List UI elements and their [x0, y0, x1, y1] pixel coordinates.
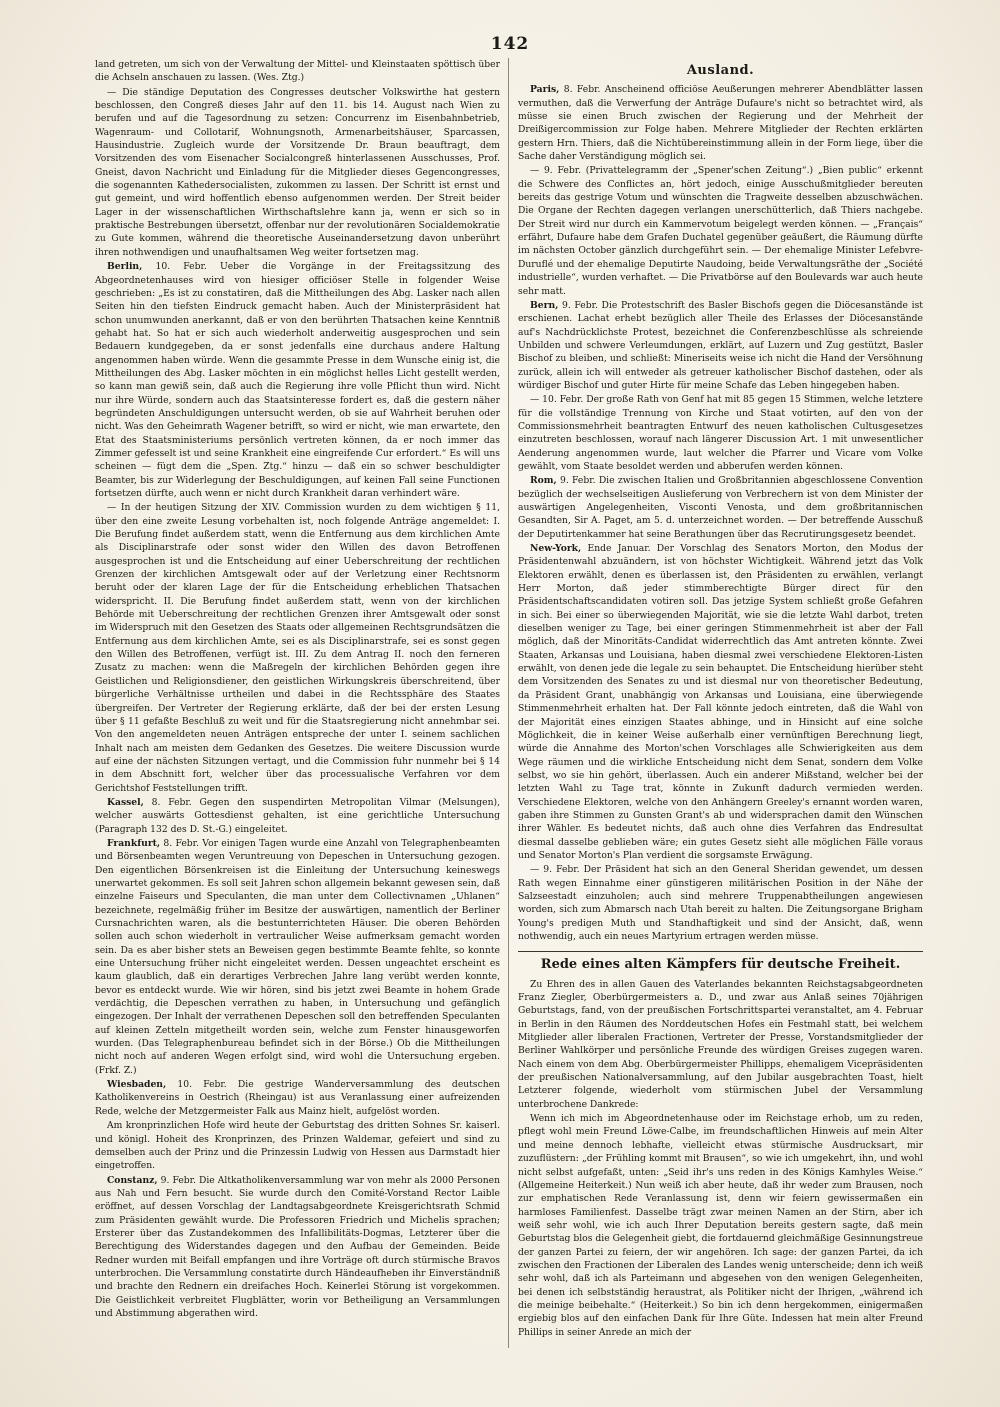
speech-article-block	[518, 978, 923, 1339]
paragraph-text: 9. Febr. Die Protestschrift des Basler Bischofs gegen die Diöcesanstände ist erschienen. Lachat erhebt bezüglich aller Theile des Erlasses der Diöcesanstände auf's Nachdrücklichste Protest, bezeichnet die Conferenzbeschlüsse als schreiende Unbilden und schwere Verleumdungen, erklärt, auf Luzern und Zug gestützt, Basler Bischof zu bleiben, und schließt: Mineriseits weise ich nicht die Hand der Versöhnung zurück, allein ich will entweder als getreuer katholischer Bischof dastehen, oder als würdiger Bischof und guter Hirte für meine Schafe das Leben hingegeben haben.	[518, 299, 923, 391]
paragraph-text: — In der heutigen Sitzung der XIV. Commission wurden zu dem wichtigen § 11, über den eine zweite Lesung vorbehalten ist, noch folgende Anträge angemeldet: I. Die Berufung findet außerdem statt, wenn die Entfernung aus dem kirchlichen Amte als Disciplinarstrafe oder sonst wider den Willen des davon Betroffenen ausgesprochen ist und die Entscheidung auf einer Ueberschreitung der rechtlichen Grenzen der kirchlichen Amtsgewalt oder auf der Verletzung einer Rechtsnorm beruht oder der klaren Lage der für die Entscheidung erheblichen Thatsachen widerspricht. II. Die Berufung findet außerdem statt, wenn von der kirchlichen Behörde mit Ueberschreitung der rechtlichen Grenzen ihrer Amtsgewalt oder sonst im Widerspruch mit den Gesetzen des Staats oder allgemeinen Rechtsgrundsätzen die Entfernung aus dem kirchlichen Amte, sei es als Disciplinarstrafe, sei es sonst gegen den Willen des Betroffenen, verfügt ist. III. Zu dem Antrag II. noch den ferneren Zusatz zu machen: wenn die Maßregeln der kirchlichen Behörden gegen ihre Geistlichen und Religionsdiener, den geistlichen Wirkungskreis überschreitend, über bürgerliche Verhältnisse urtheilen und dabei in die Rechtssphäre des Staates übergreifen. Der Vertreter der Regierung erklärte, daß der bei der ersten Lesung über § 11 gefaßte Beschluß zu weit und für die Staatsregierung nicht annehmbar sei. Von den angemeldeten neuen Anträgen entspreche der unter I. seinem sachlichen Inhalt nach am meisten dem Gedanken des Gesetzes. Die weitere Discussion wurde auf eine der nächsten Sitzungen vertagt, und die Commission fuhr nunmehr bei § 14 in dem Abschnitt fort, welcher über das processualische Verfahren vor dem Gerichtshof Feststellungen trifft.	[95, 502, 500, 794]
dated-news-paragraph	[518, 83, 923, 163]
page-number: 142	[490, 34, 530, 54]
paragraph-text: Ende Januar. Der Vorschlag des Senators Morton, den Modus der Präsidentenwahl abzuändern, ist von höchster Wichtigkeit. Während jetzt das Volk Elektoren erwählt, denen es überlassen ist, den Präsidenten zu erwählen, verlangt Herr Morton, daß jeder stimmberechtigte Bürger direct für den Präsidentschaftscandidaten votiren soll. Das jetzige System schließt große Gefahren in sich. Bei einer so überwiegenden Majorität, wie sie die letzte Wahl darbot, treten dieselben weniger zu Tage, bei einer geringen Stimmenmehrheit ist aber der Fall möglich, daß der Minoritäts-Candidat widerrechtlich das Amt antreten könnte. Zwei Staaten, Arkansas und Louisiana, haben diesmal zwei verschiedene Elektoren-Listen erwählt, von denen jede die legale zu sein behauptet. Die Entscheidung hierüber steht dem Vorsitzenden des Senates zu und ist diesmal nur von theoretischer Bedeutung, da Präsident Grant, unabhängig von Arkansas und Louisiana, eine überwiegende Stimmenmehrheit erhalten hat. Der Fall könnte jedoch eintreten, daß die Wahl von der Majorität eines einzigen Staates abhinge, und in Hinsicht auf eine solche Möglichkeit, die in keiner Weise außerhalb einer vernünftigen Berechnung liegt, würde die Annahme des Morton'schen Vorschlages alle Schwierigkeiten aus dem Wege räumen und die wirkliche Entscheidung nicht dem Senat, sondern dem Volke selbst, wo sie hin gehört, überlassen. Auch ein anderer Mißstand, welcher bei der letzten Wahl zu Tage trat, könnte in Zukunft dadurch vermieden werden. Verschiedene Elektoren, welche von den Anhängern Greeley's ernannt worden waren, gaben ihre Stimmen zu Gunsten Grant's ab und widersprachen damit den Wünschen ihrer Wähler. Es bedeutet nichts, daß auch ohne dies Verfahren das Endresultat diesmal dasselbe geblieben wäre; ein gutes Gesetz sieht alle möglichen Fälle voraus und Senator Morton's Plan verdient die sorgsamste Erwägung.	[518, 543, 923, 861]
news-paragraph	[518, 978, 923, 1111]
news-paragraph	[95, 1119, 500, 1172]
dateline-place: Kassel,	[107, 796, 144, 808]
dateline-place: Constanz,	[107, 1174, 158, 1186]
dated-news-paragraph	[95, 796, 500, 836]
dated-news-paragraph	[95, 1174, 500, 1321]
news-paragraph	[518, 1112, 923, 1339]
news-paragraph	[95, 501, 500, 795]
paragraph-text: — 9. Febr. (Privattelegramm der „Spener'schen Zeitung“.) „Bien public“ erkennt die Schwere des Conflictes an, hört jedoch, einige Ausschußmitglieder bereuten bereits das gestrige Votum und wünschten die Tragweite desselben abzuschwächen. Die Organe der Rechten dagegen verlangen unerschütterlich, daß Thiers nachgebe. Der Streit wird nur durch ein Kammervotum beigelegt werden können. — „Français“ erfährt, Dufaure habe dem Grafen Duchatel gegenüber geäußert, die Räumung dürfte im nächsten October gänzlich durchgeführt sein. — Der ehemalige Minister Lefebvre-Duruflé und der ehemalige Deputirte Naudoing, beide Verwaltungsräthe der „Société industrielle“, wurden verhaftet. — Die Privatbörse auf den Boulevards war auch heute sehr matt.	[518, 165, 923, 297]
paragraph-text: land getreten, um sich von der Verwaltung der Mittel- und Kleinstaaten spöttisch über die Achseln anschauen zu lassen. (Wes. Ztg.)	[95, 59, 500, 84]
paragraph-text: 10. Febr. Die gestrige Wanderversammlung des deutschen Katholikenvereins in Oestrich (Rheingau) ist aus Veranlassung einer aufreizenden Rede, welche der Metzgermeister Falk aus Mainz hielt, aufgelöst worden.	[95, 1079, 500, 1117]
right-column	[518, 58, 923, 1340]
paragraph-text: Am kronprinzlichen Hofe wird heute der Geburtstag des dritten Sohnes Sr. kaiserl. und königl. Hoheit des Kronprinzen, des Prinzen Waldemar, gefeiert und sind zu demselben auch der Prinz und die Prinzessin Ludwig von Hessen aus Darmstadt hier eingetroffen.	[95, 1120, 500, 1172]
dated-news-paragraph	[95, 1078, 500, 1118]
dated-news-paragraph	[518, 542, 923, 862]
dateline-place: New-York,	[530, 543, 582, 555]
news-paragraph	[95, 86, 500, 259]
paragraph-text: 8. Febr. Anscheinend officiöse Aeußerungen mehrerer Abendblätter lassen vermuthen, daß die Verwerfung der Anträge Dufaure's nicht so betrachtet wird, als müsse sie einen Bruch zwischen der Regierung und der Mehrheit der Dreißigercommission zur Folge haben. Mehrere Mitglieder der Rechten erklärten gestern Hrn. Thiers, daß die Nichtübereinstimmung allein in der Form liege, über die Sache daher Verständigung möglich sei.	[518, 84, 923, 163]
dated-news-paragraph	[95, 837, 500, 1077]
dated-news-paragraph	[518, 474, 923, 541]
article-title: Rede eines alten Kämpfers für deutsche Freiheit.	[540, 957, 901, 973]
section-heading-ausland: Ausland.	[686, 63, 755, 78]
paragraph-text: 8. Febr. Gegen den suspendirten Metropolitan Vilmar (Melsungen), welcher auswärts Gottesdienst gehalten, ist eine gerichtliche Untersuchung (Paragraph 132 des D. St.-G.) eingeleitet.	[95, 796, 500, 835]
dateline-place: Rom,	[530, 475, 557, 487]
dateline-place: Frankfurt,	[107, 837, 161, 849]
column-divider	[508, 58, 509, 1348]
paragraph-text: — Die ständige Deputation des Congresses deutscher Volkswirthe hat gestern beschlossen, den Congreß dieses Jahr auf den 11. bis 14. August nach Wien zu berufen und auf die Tagesordnung zu setzen: Concurrenz im Eisenbahnbetrieb, Wagenraum- und Collotarif, Wohnungsnoth, Armenarbeitshäuser, Sparcassen, Hausindustrie. Zugleich wurde der Vorsitzende Dr. Braun beauftragt, dem Vorsitzenden des vom Eisenacher Socialcongreß hinterlassenen Ausschusses, Prof. Gneist, davon Nachricht und Einladung für die Mitglieder dieses Gegencongresses, die sogenannten Kathedersocialisten, zukommen zu lassen. Der Schritt ist ernst und gut gemeint, und wird hoffentlich ebenso aufgenommen werden. Der Streit beider Lager in der wissenschaftlichen Wirthschaftslehre kann ja, wenn er sich so in praktische Bestrebungen übersetzt, offenbar nur der revolutionären Socialdemokratie zu Gute kommen, während die theoretische Auseinandersetzung davon unberührt ihren nothwendigen und unaufhaltsamen Weg weiter fortsetzen mag.	[95, 86, 500, 258]
paragraph-text: 10. Febr. Ueber die Vorgänge in der Freitagssitzung des Abgeordnetenhauses wird von hiesiger officiöser Stelle in folgender Weise geschrieben: „Es ist zu constatiren, daß die Mittheilungen des Abg. Lasker nach allen Seiten hin den tiefsten Eindruck gemacht haben. Auch der Ministerpräsident hat schon unumwunden anerkannt, daß er von den berührten Thatsachen keine Kenntniß gehabt hat. So hat er sich auch wiederholt anderweitig ausgesprochen und sein Bedauern kundgegeben, da er sonst jedenfalls eine durchaus andere Haltung angenommen haben würde. Wenn die gesammte Presse in dem Wunsche einig ist, die Mittheilungen des Abg. Lasker möchten in ein möglichst helles Licht gestellt werden, so kann man gewiß sein, daß auch die Regierung ihre volle Pflicht thun wird. Nicht nur ihre Würde, sondern auch das Staatsinteresse fordert es, daß die gestern näher begründeten Anschuldigungen untersucht werden, ob sie auf Wahrheit beruhen oder nicht. Was den Geheimrath Wagener betrifft, so wird er nicht, wie man erwartete, den Etat des Staatsministeriums persönlich vertreten können, da er noch immer das Zimmer gefesselt ist und seine Krankheit eine eingreifende Cur erfordert.“ Es will uns scheinen — fügt dem die „Spen. Ztg.“ hinzu — daß ein so schwer beschuldigter Beamter, bis zur Widerlegung der Beschuldigungen, auf keinen Fall seine Functionen fortsetzen dürfte, auch wenn er nicht durch Krankheit daran verhindert wäre.	[95, 261, 500, 499]
dateline-place: Berlin,	[107, 261, 143, 273]
news-paragraph	[518, 164, 923, 297]
paragraph-text: 8. Febr. Vor einigen Tagen wurde eine Anzahl von Telegraphenbeamten und Börsenbeamten wegen Veruntreuung von Depeschen in Untersuchung gezogen. Den eigentlichen Börsenkreisen ist die Einleitung der Untersuchung keineswegs unerwartet gekommen. Es soll seit Jahren schon allgemein bekannt gewesen sein, daß einzelne Faiseurs und Speculanten, die man unter dem Collectivnamen „Uhlanen“ bezeichnete, regelmäßig früher im Besitze der auswärtigen, namentlich der Berliner Cursnachrichten waren, als die bestunterrichteten Häuser. Die oberen Behörden sollen auch schon wiederholt in vertraulicher Weise aufmerksam gemacht worden sein. Da es aber bisher stets an Beweisen gegen bestimmte Beamte fehlte, so konnte eine Untersuchung früher nicht eingeleitet werden. Dessen ungeachtet erscheint es kaum glaublich, daß ein derartiges Verbrechen Jahre lang verübt werden konnte, bevor es entdeckt wurde. Wie wir hören, sind bis jetzt zwei Beamte in hohem Grade verdächtig, die Depeschen verrathen zu haben, in Untersuchung und gefänglich eingezogen. Der Inhalt der verrathenen Depeschen soll den betreffenden Speculanten auf kleinen Zetteln mitgetheilt worden sein, welche zum Fenster hinausgeworfen wurden. (Das Telegraphenbureau befindet sich in der Börse.) Ob die Mittheilungen nicht noch auf anderen Wegen erfolgt sind, wird wohl die Untersuchung ergeben. (Frkf. Z.)	[95, 837, 500, 1076]
paragraph-text: — 10. Febr. Der große Rath von Genf hat mit 85 gegen 15 Stimmen, welche letztere für die vollständige Trennung von Kirche und Staat votirten, auf den von der Commissionsmehrheit beantragten Entwurf des neuen katholischen Cultusgesetzes einzutreten beschlossen, worauf nach längerer Discussion Art. 1 mit unwesentlicher Aenderung angenommen wurde, laut welcher die Pfarrer und Vicare vom Volke gewählt, vom Staate besoldet werden und abberufen werden können.	[518, 394, 923, 472]
dateline-place: Wiesbaden,	[107, 1079, 167, 1091]
left-column	[95, 58, 500, 1321]
foreign-news-block	[518, 83, 923, 943]
dated-news-paragraph	[518, 299, 923, 392]
dateline-place: Paris,	[530, 84, 560, 96]
article-divider	[518, 951, 923, 952]
paragraph-text: 9. Febr. Die zwischen Italien und Großbritannien abgeschlossene Convention bezüglich der wechselseitigen Auslieferung von Verbrechern ist von dem Minister der auswärtigen Angelegenheiten, Visconti Venosta, und dem großbritannischen Gesandten, Sir A. Paget, am 5. d. unterzeichnet worden. — Der betreffende Ausschuß der Deputirtenkammer hat seine Berathungen über das Recrutirungsgesetz beendet.	[518, 475, 923, 540]
news-paragraph	[518, 863, 923, 943]
news-paragraph	[95, 58, 500, 85]
paragraph-text: 9. Febr. Die Altkatholikenversammlung war von mehr als 2000 Personen aus Nah und Fern besucht. Sie wurde durch den Comité-Vorstand Rector Laible eröffnet, auf dessen Vorschlag der Landtagsabgeordnete Kreisgerichtsrath Schmid zum Präsidenten gewählt wurde. Die Professoren Friedrich und Michelis sprachen; Ersterer über das Zustandekommen des Infallibilitäts-Dogmas, Letzterer über die Berechtigung des Widerstandes dagegen und den Aufbau der Gemeinden. Beide Redner wurden mit Beifall empfangen und ihre Vorträge oft durch stürmische Bravos unterbrochen. Die Versammlung constatirte durch Händeaufheben ihr Einverständniß und brachte den Rednern ein dreifaches Hoch. Keinerlei Störung ist vorgekommen. Die Geistlichkeit verbreitet Flugblätter, worin vor Betheiligung an Versammlungen und Abstimmung abgerathen wird.	[95, 1174, 500, 1319]
paragraph-text: — 9. Febr. Der Präsident hat sich an den General Sheridan gewendet, um dessen Rath wegen Einnahme einer günstigeren militärischen Position in der Nähe der Salzseestadt einzuholen; auch sind mehrere Truppenabtheilungen angewiesen worden, sich zum Abmarsch nach Utah bereit zu halten. Die Zeitungsorgane Brigham Young's predigen Muth und Standhaftigkeit und sind der Ansicht, daß, wenn nothwendig, auch ein neues Martyrium ertragen werden müsse.	[518, 864, 923, 942]
news-paragraph	[518, 393, 923, 473]
dated-news-paragraph	[95, 260, 500, 500]
paragraph-text: Zu Ehren des in allen Gauen des Vaterlandes bekannten Reichstagsabgeordneten Franz Ziegler, Oberbürgermeisters a. D., und zwar aus Anlaß seines 70jährigen Geburtstags, fand, von der preußischen Fortschrittspartei veranstaltet, am 4. Februar in Berlin in den Räumen des Norddeutschen Hofes ein Festmahl statt, bei welchem Mitglieder aller liberalen Fractionen, Vertreter der Presse, Vorstandsmitglieder der Berliner Wahlkörper und persönliche Freunde des würdigen Greises zugegen waren. Nach einem von dem Abg. Oberbürgermeister Phillipps, ehemaligem Vicepräsidenten der preußischen Nationalversammlung, auf den Jubilar ausgebrachten Toast, hielt Letzterer folgende, wiederholt vom stürmischen Jubel der Versammlung unterbrochene Dankrede:	[518, 978, 923, 1110]
dateline-place: Bern,	[530, 299, 559, 311]
paragraph-text: Wenn ich mich im Abgeordnetenhause oder im Reichstage erhob, um zu reden, pflegt wohl mein Freund Löwe-Calbe, im freundschaftlichen Hinweis auf mein Alter und meine dennoch lebhafte, vielleicht etwas stürmische Ausdrucksart, mir zuzuflüstern: „der Frühling kommt mit Brausen“, so wie ich umgekehrt, ihn, und wohl nicht selbst aufgefaßt, unten: „Seid ihr's uns reden in des Königs Kamhyles Weise.“ (Allgemeine Heiterkeit.) Nun weiß ich aber heute, daß ihr weder zum Brausen, noch zur emphatischen Rede Veranlassung ist, denn wir feiern gewissermaßen ein harmloses Familienfest. Dasselbe trägt zwar meinen Namen an der Stirn, aber ich weiß sehr wohl, wie ich auch Ihrer Deputation bereits gestern sagte, daß mein Geburtstag blos die Gelegenheit giebt, die fortdauernd gleichmäßige Gesinnungstreue der ganzen Partei zu feiern, der wir angehören. Ich sage: der ganzen Partei, da ich zwischen den Fractionen der Liberalen des Landes wenig unterscheide; denn ich weiß sehr wohl, daß ich als Parteimann und abgesehen von den wenigen Gelegenheiten, bei denen ich selbstständig heraustrat, als Politiker nicht der Ihrigen, „während ich die meinige beibehalte.“ (Heiterkeit.) So bin ich denn hergekommen, einigermaßen ergiebig blos auf den einfachen Dank für Ihre Güte. Indessen hat mein alter Freund Phillips in seiner Anrede an mich der	[518, 1113, 923, 1338]
